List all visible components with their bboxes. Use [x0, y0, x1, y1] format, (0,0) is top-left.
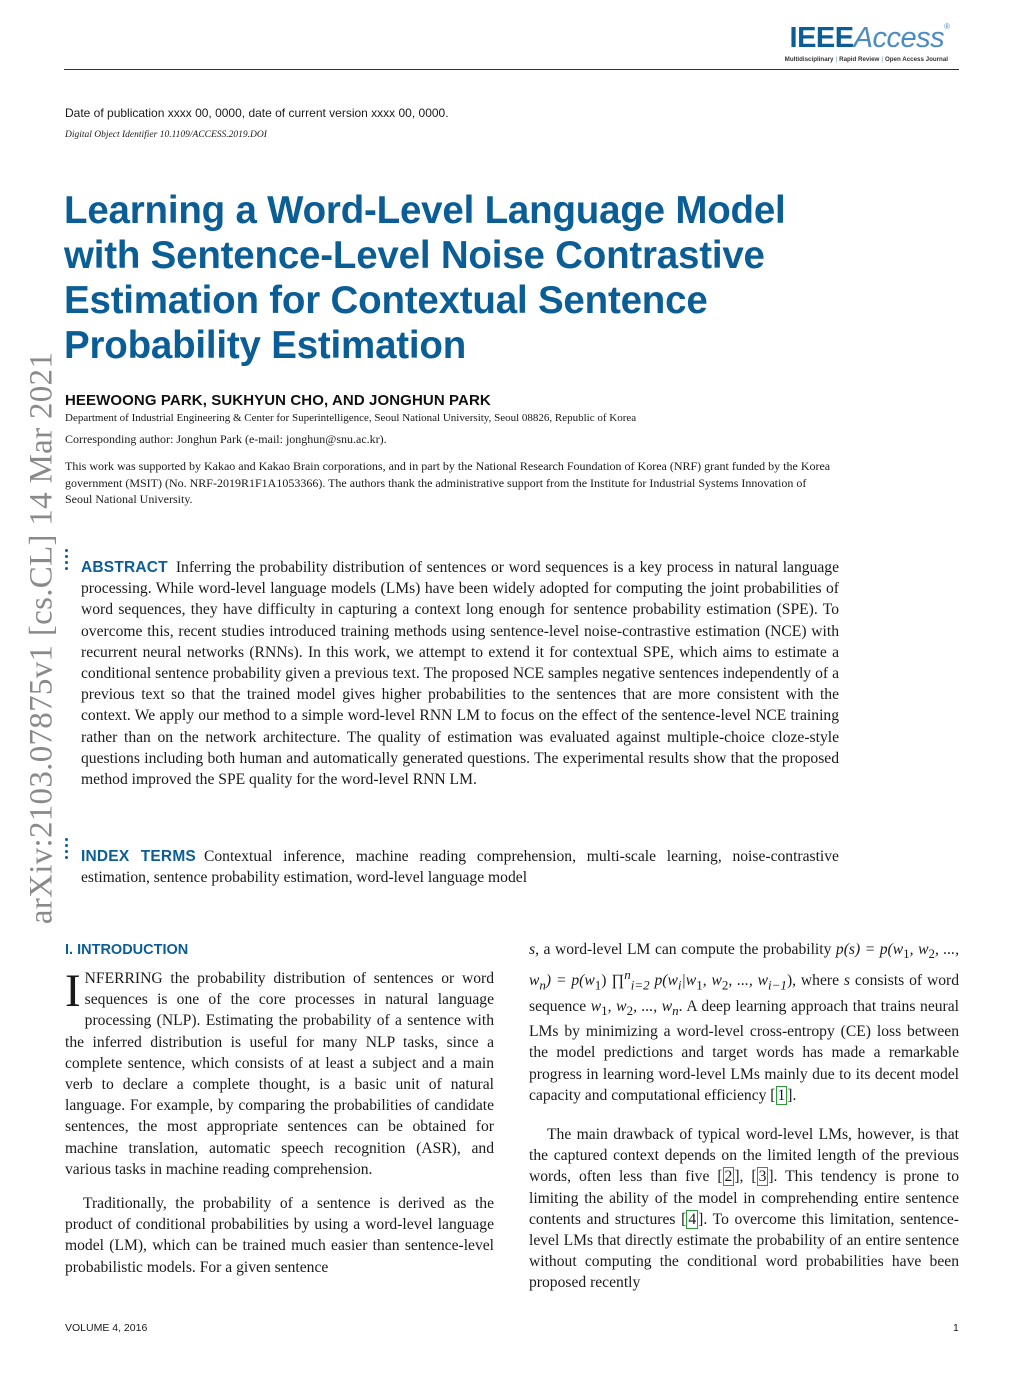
intro-paragraph-1-text: the probability distribution of sentences or word sequences is one of the core processes in natural language processing (NLP). Estimating the probability of a sentence with the inferred distribution is useful for many NLP tasks, since a complete sentence, which consists of at least a subject and a main verb to declare a complete thought, is a basic unit of natural language. For example, by comparing the probabilities of candidate sentences, the most appropriate sentences can be obtained for machine translation, automatic speech recognition (ASR), and various tasks in machine reading comprehension. — [65, 970, 494, 1178]
ieee-access-logo — [790, 22, 950, 55]
index-terms — [81, 846, 839, 888]
left-column — [65, 939, 494, 1278]
intro-paragraph-2-continued: s, a word-level LM can compute the probability $p(s) = p(w_1$, $w_2$, ..., $w_n) = p(w_1)$ ∏$^n_{i=2}$ $p(w_i|w_1$, $w_2$, ..., $w_{i-1}$), where s consists of word sequence $w_1$, $w_2$, ..., $w_n$. A deep learning approach that trains neural LMs by minimizing a word-level cross-entropy (CE) loss between the model predictions and target words has made a remarkable progress in learning word-level LMs mainly due to its decent model capacity and computational efficiency [ 1 ]. — [529, 941, 960, 1104]
title-line: Estimation for Contextual Sentence — [64, 279, 708, 322]
corresponding-author: Corresponding author: Jonghun Park (e-mail: jonghun@snu.ac.kr). — [65, 432, 387, 446]
abstract — [81, 557, 839, 790]
intro-lead-word: NFERRING — [84, 970, 163, 987]
page-number: 1 — [953, 1322, 959, 1334]
index-terms-text: Contextual inference, machine reading comprehension, multi-scale learning, noise-contrastive estimation, sentence probability estimation, word-level language model — [81, 848, 839, 887]
logo-access: Access — [853, 22, 945, 54]
logo-registered: ® — [944, 22, 950, 31]
intro-paragraph-3: The main drawback of typical word-level LMs, however, is that the captured context depends on the limited length of the previous words, often less than five [ 2 ], [ 3 ]. This tendency is prone to limiting the ability of the model in comprehending entire sentence contents and structures [ 4 ]. To overcome this limitation, sentence-level LMs that directly estimate the probability of an entire sentence without computing the conditional word probabilities have been proposed recently — [529, 1125, 959, 1292]
logo-tagline: Multidisciplinary | Rapid Review | Open Access Journal — [784, 56, 948, 63]
publication-date: Date of publication xxxx 00, 0000, date of current version xxxx 00, 0000. — [65, 106, 449, 120]
citation-link[interactable]: 2 — [724, 1168, 733, 1186]
abstract-text: Inferring the probability distribution of sentences or word sequences is a key process in natural language processing. While word-level language models (LMs) have been widely adopted for computing the joint probabilities of word sequences, they have difficulty in capturing a context long enough for sentence probability estimation (SPE). To overcome this, recent studies introduced training methods using sentence-level noise-contrastive estimation (NCE) with recurrent neural networks (RNNs). In this work, we attempt to extend it for contextual SPE, which aims to estimate a conditional sentence probability given a previous text. The proposed NCE samples negative sentences independently of a previous text so that the trained model gives higher probabilities to the sentences that are more consistent with the context. We apply our method to a simple word-level RNN LM to focus on the effect of the sentence-level NCE training rather than on the network architecture. The quality of estimation was evaluated against multiple-choice cloze-style questions including both human and automatically generated questions. The experimental results show that the proposed method improved the SPE quality for the word-level RNN LM. — [81, 559, 839, 789]
arxiv-identifier-text: arXiv:2103.07875v1 [cs.CL] 14 Mar 2021 — [23, 351, 60, 925]
abstract-dots-icon — [65, 549, 69, 573]
funding-note: This work was supported by Kakao and Kakao Brain corporations, and in part by the National Research Foundation of Korea (NRF) grant funded by the Korea government (MSIT) (No. NRF-2019R1F1A1053366). The authors thank the administrative support from the Institute for Industrial Systems Innovation of Seoul National University. — [65, 459, 831, 506]
abstract-heading: ABSTRACT — [81, 559, 168, 576]
title-line: Learning a Word-Level Language Model — [64, 189, 786, 232]
intro-paragraph-1 — [65, 965, 494, 1180]
logo-ieee: IEEE — [789, 22, 854, 54]
tagline-item: Open Access Journal — [884, 56, 948, 63]
section-heading-introduction: I. INTRODUCTION — [65, 942, 189, 958]
intro-paragraph-2: Traditionally, the probability of a sentence is derived as the product of conditional probabilities by using a word-level language model (LM), which can be trained much easier than sentence-level probabilistic models. For a given sentence — [65, 1195, 494, 1276]
title-line: with Sentence-Level Noise Contrastive — [64, 234, 765, 277]
citation-link[interactable]: 3 — [758, 1168, 767, 1186]
right-column — [529, 939, 959, 1294]
dropcap: I — [65, 965, 81, 1017]
header-rule — [64, 69, 959, 70]
paper-title — [64, 188, 944, 368]
citation-link[interactable]: 1 — [777, 1086, 786, 1104]
authors: HEEWOONG PARK, SUKHYUN CHO, AND JONGHUN PARK — [65, 392, 491, 409]
index-terms-dots-icon — [65, 838, 69, 862]
tagline-item: Multidisciplinary — [784, 56, 834, 63]
tagline-item: Rapid Review — [839, 56, 880, 63]
title-line: Probability Estimation — [64, 324, 467, 367]
doi: Digital Object Identifier 10.1109/ACCESS.2019.DOI — [65, 130, 267, 140]
affiliation: Department of Industrial Engineering & Center for Superintelligence, Seoul National University, Seoul 08826, Republic of Korea — [65, 412, 637, 424]
index-terms-heading: INDEX TERMS — [81, 848, 196, 865]
footer-volume: VOLUME 4, 2016 — [65, 1322, 148, 1334]
citation-link[interactable]: 4 — [688, 1210, 697, 1228]
